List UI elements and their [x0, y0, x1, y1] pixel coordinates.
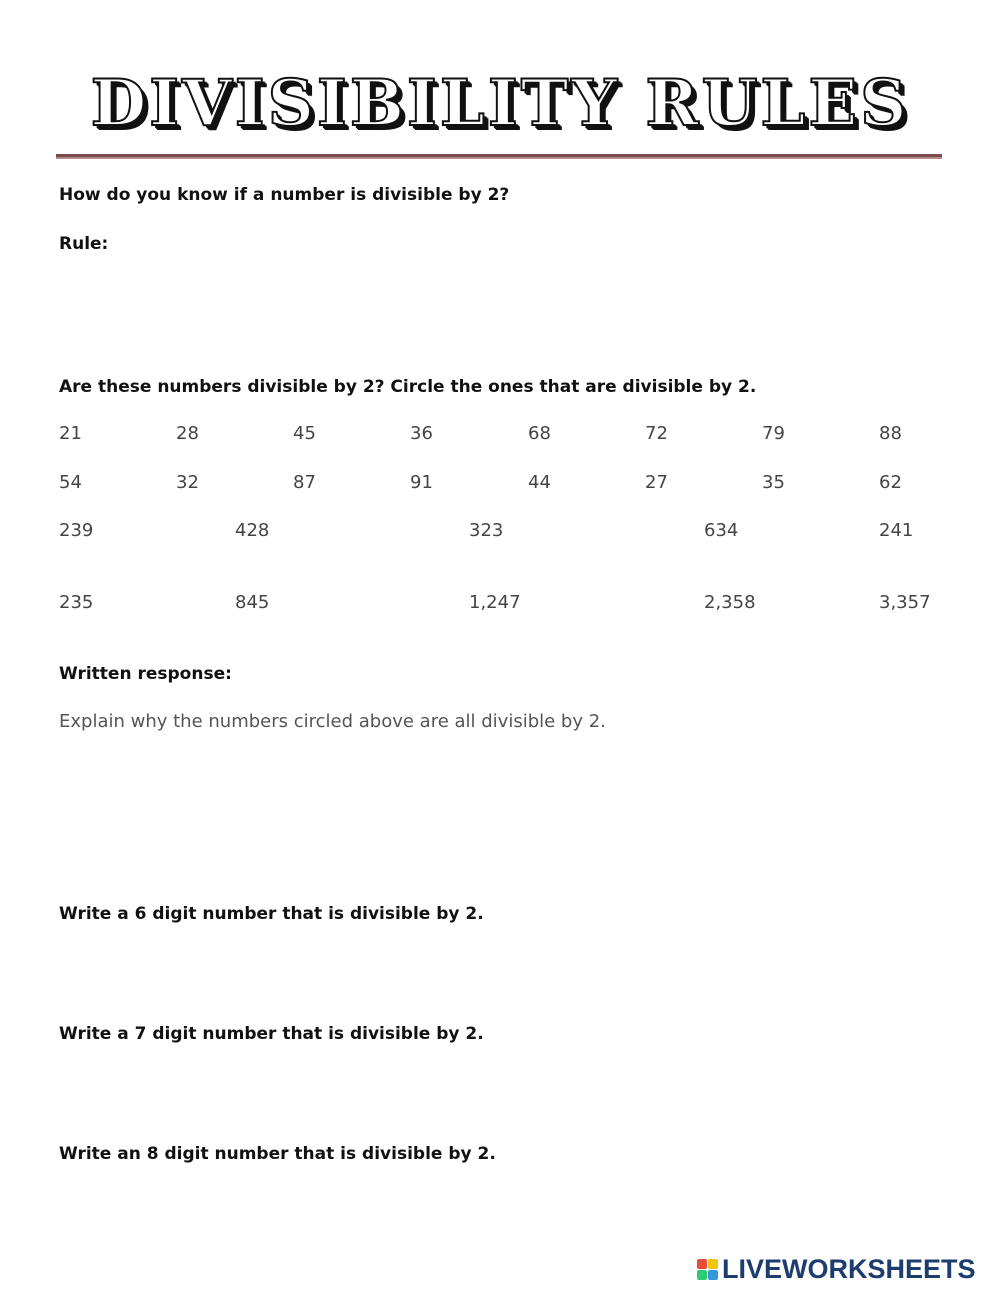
number-item[interactable]: 845 — [235, 592, 270, 613]
number-item[interactable]: 87 — [293, 472, 316, 493]
circle-instruction: Are these numbers divisible by 2? Circle the ones that are divisible by 2. — [59, 377, 757, 397]
logo-blocks-icon — [697, 1259, 718, 1280]
number-item[interactable]: 68 — [528, 423, 551, 444]
number-item[interactable]: 72 — [645, 423, 668, 444]
number-item[interactable]: 634 — [704, 520, 739, 541]
number-item[interactable]: 235 — [59, 592, 94, 613]
number-item[interactable]: 27 — [645, 472, 668, 493]
question-divisible-by-2: How do you know if a number is divisible by 2? — [59, 185, 510, 205]
number-item[interactable]: 1,247 — [469, 592, 521, 613]
number-item[interactable]: 36 — [410, 423, 433, 444]
number-item[interactable]: 35 — [762, 472, 785, 493]
number-item[interactable]: 91 — [410, 472, 433, 493]
written-response-prompt: Explain why the numbers circled above are all divisible by 2. — [59, 711, 606, 732]
title-divider — [56, 154, 942, 159]
task-8-digit: Write an 8 digit number that is divisible by 2. — [59, 1144, 496, 1164]
number-item[interactable]: 323 — [469, 520, 504, 541]
number-item[interactable]: 2,358 — [704, 592, 756, 613]
number-item[interactable]: 241 — [879, 520, 914, 541]
number-item[interactable]: 428 — [235, 520, 270, 541]
number-item[interactable]: 239 — [59, 520, 94, 541]
number-item[interactable]: 3,357 — [879, 592, 931, 613]
number-item[interactable]: 28 — [176, 423, 199, 444]
rule-label: Rule: — [59, 234, 109, 254]
written-response-label: Written response: — [59, 664, 232, 684]
number-item[interactable]: 21 — [59, 423, 82, 444]
number-item[interactable]: 54 — [59, 472, 82, 493]
task-6-digit: Write a 6 digit number that is divisible by 2. — [59, 904, 484, 924]
worksheet-title: DIVISIBILITY RULES — [90, 66, 910, 141]
logo-text: LIVEWORKSHEETS — [722, 1253, 976, 1284]
task-7-digit: Write a 7 digit number that is divisible by 2. — [59, 1024, 484, 1044]
number-item[interactable]: 88 — [879, 423, 902, 444]
liveworksheets-logo — [697, 1255, 976, 1283]
number-item[interactable]: 79 — [762, 423, 785, 444]
number-item[interactable]: 62 — [879, 472, 902, 493]
number-item[interactable]: 32 — [176, 472, 199, 493]
number-item[interactable]: 45 — [293, 423, 316, 444]
number-item[interactable]: 44 — [528, 472, 551, 493]
